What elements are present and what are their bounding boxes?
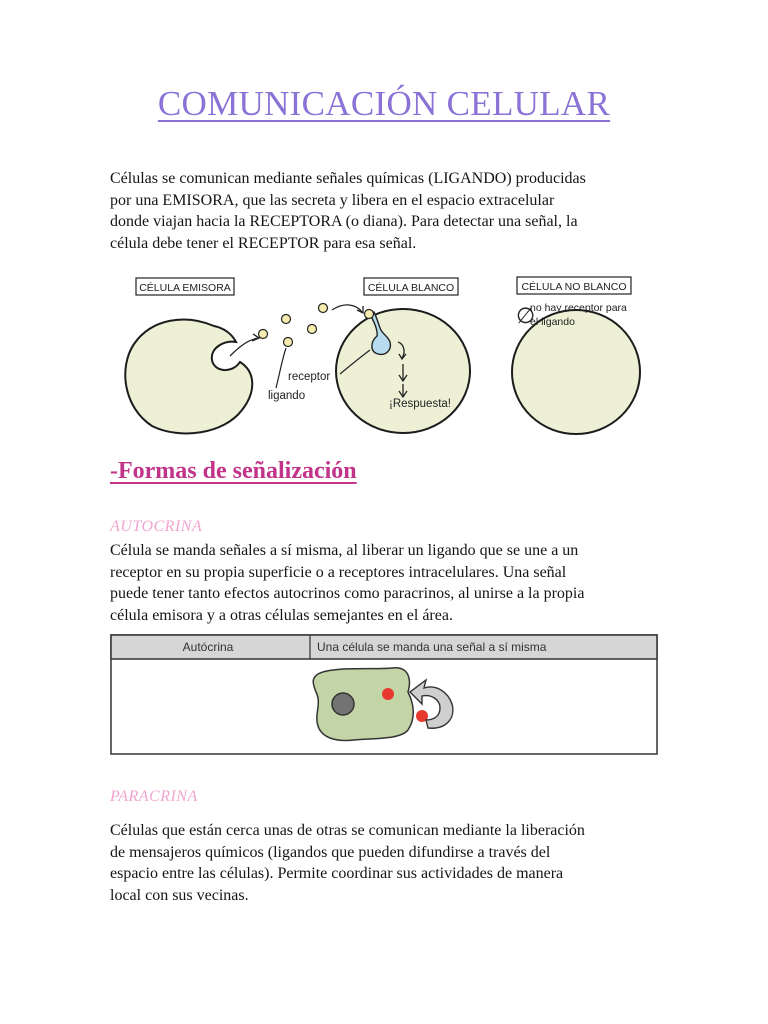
text-line: donde viajan hacia la RECEPTORA (o diana). Para detectar una señal, la xyxy=(110,213,578,230)
arrowhead xyxy=(252,334,259,341)
no-receptor-text: no hay receptor para xyxy=(530,302,627,314)
svg-text:CÉLULA EMISORA: CÉLULA EMISORA xyxy=(139,282,231,294)
text-line: Célula se manda señales a sí misma, al liberar un ligando que se une a un xyxy=(110,542,579,559)
ligand-label: ligando xyxy=(268,390,306,402)
section-heading: -Formas de señalización xyxy=(110,458,357,484)
non-target-cell xyxy=(512,310,640,434)
response-label: ¡Respuesta! xyxy=(388,398,452,410)
text-line: local con sus vecinas. xyxy=(110,886,249,904)
text-line: Células que están cerca unas de otras se comunican mediante la liberación xyxy=(110,822,585,839)
text-line: por una EMISORA, que las secreta y libera en el espacio extracelular xyxy=(110,191,555,209)
intro-paragraph xyxy=(110,168,670,254)
nucleus xyxy=(332,693,354,715)
svg-text:CÉLULA NO BLANCO: CÉLULA NO BLANCO xyxy=(521,281,627,293)
autocrina-paragraph xyxy=(110,540,670,626)
ligand-pointer xyxy=(276,348,286,388)
text-line: receptor en su propia superficie o a receptores intracelulares. Una señal xyxy=(110,563,567,581)
receptor-label: receptor xyxy=(288,371,331,383)
svg-text:CÉLULA BLANCO: CÉLULA BLANCO xyxy=(367,282,455,294)
empty-set-icon: ∅ xyxy=(516,303,536,328)
cell-signaling-diagram xyxy=(112,268,652,438)
table-header-left: Autócrina xyxy=(182,640,234,654)
text-line: de mensajeros químicos (ligandos que pueden difundirse a través del xyxy=(110,843,551,861)
text-line: puede tener tanto efectos autocrinos como paracrinos, al unirse a la propia xyxy=(110,585,585,602)
no-receptor-text: el ligando xyxy=(530,316,575,328)
text-line: célula emisora y a otras células semejantes en el área. xyxy=(110,606,453,624)
label-no-blanco xyxy=(517,277,631,294)
autocrine-table-figure xyxy=(110,634,658,756)
autocrine-cell xyxy=(313,668,413,741)
paracrina-paragraph xyxy=(110,820,670,906)
text-line: célula debe tener el RECEPTOR para esa señal. xyxy=(110,234,417,252)
subheading-autocrina: AUTOCRINA xyxy=(110,518,203,535)
label-blanco xyxy=(364,278,458,295)
page-title: COMUNICACIÓN CELULAR xyxy=(157,84,611,123)
label-emisora xyxy=(136,278,234,295)
signal-molecule xyxy=(382,688,394,700)
emitter-cell xyxy=(125,320,252,434)
ligand-molecules xyxy=(259,304,328,347)
text-line: Células se comunican mediante señales químicas (LIGANDO) producidas xyxy=(110,170,586,187)
text-line: espacio entre las células). Permite coordinar sus actividades de manera xyxy=(110,865,564,882)
subheading-paracrina: PARACRINA xyxy=(110,788,198,805)
table-header-right: Una célula se manda una señal a sí misma xyxy=(317,640,547,654)
